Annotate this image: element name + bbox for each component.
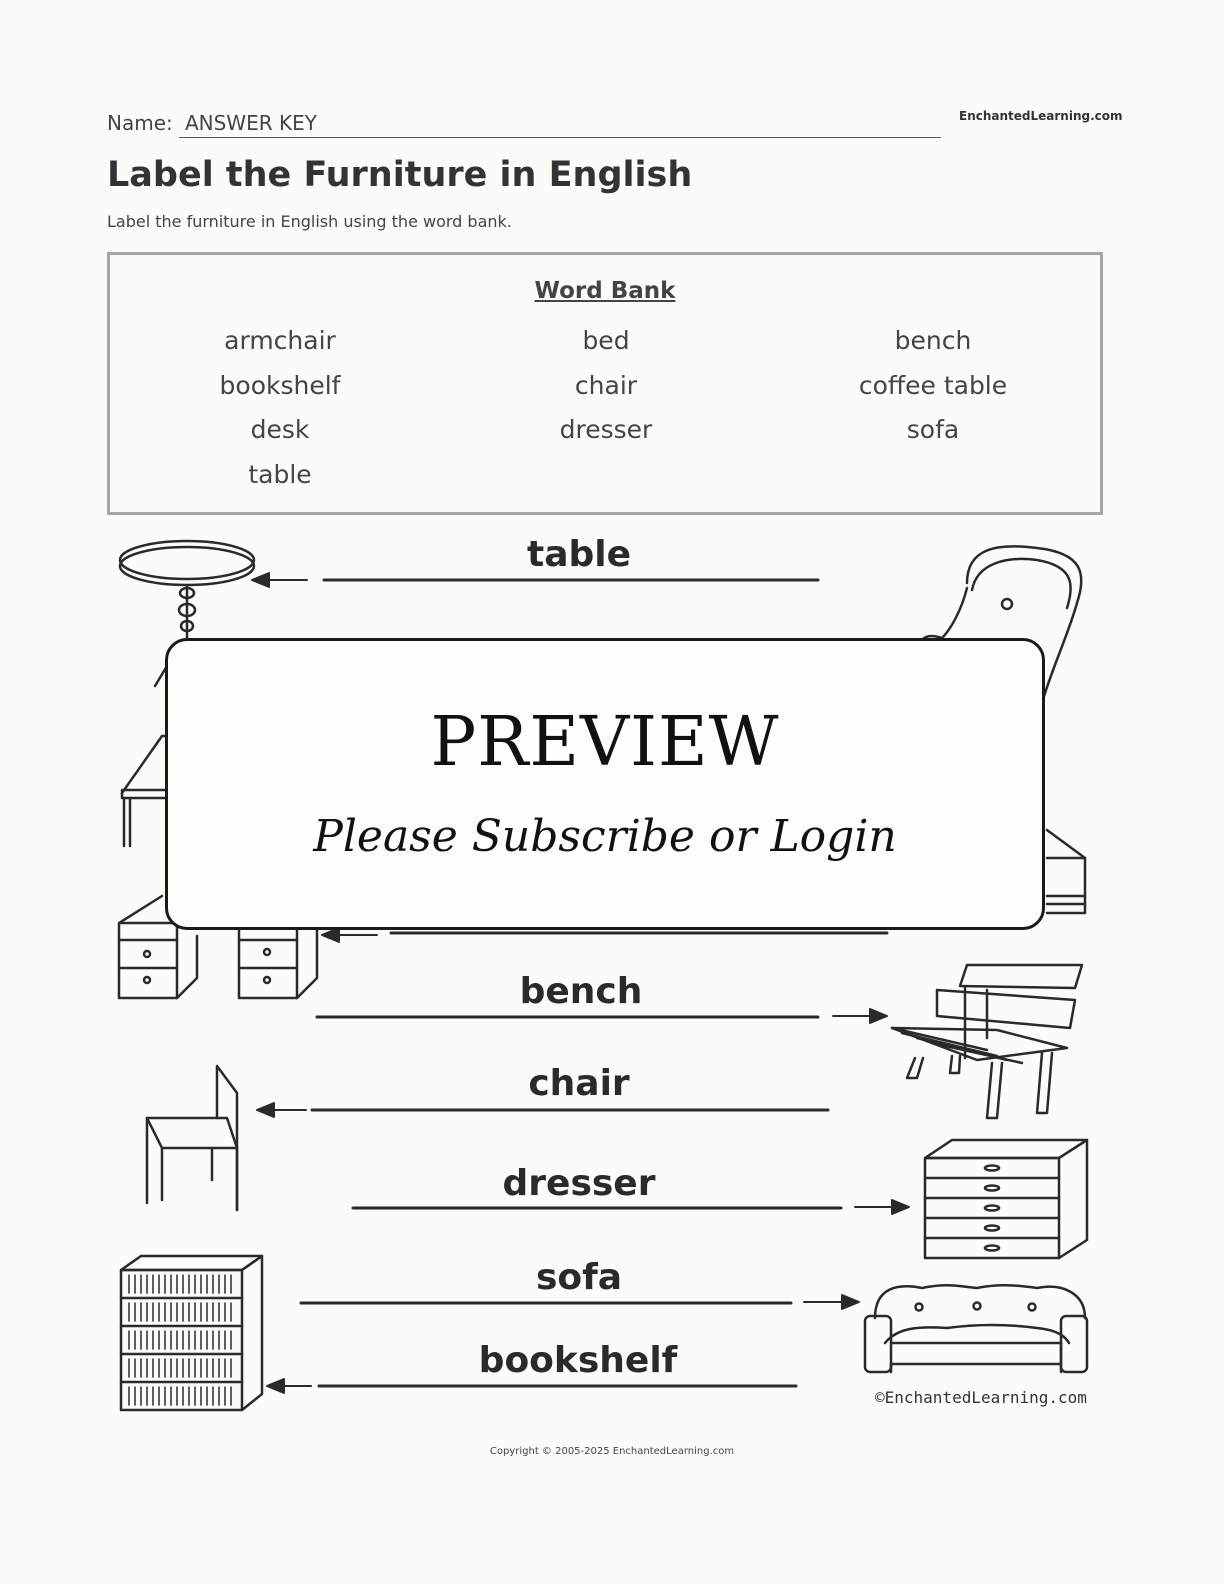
word-bank — [107, 252, 1103, 515]
word-bank-item: dresser — [559, 415, 653, 444]
sofa-icon — [865, 1285, 1087, 1372]
name-row — [107, 108, 941, 140]
word-bank-item: bed — [582, 326, 630, 355]
answer-bookshelf: bookshelf — [478, 1340, 678, 1381]
word-bank-item: coffee table — [858, 370, 1008, 400]
answer-dresser: dresser — [502, 1163, 656, 1204]
word-bank-item: bench — [894, 326, 972, 355]
word-bank-item: chair — [574, 370, 638, 400]
word-bank-item: bookshelf — [219, 370, 341, 400]
dresser-icon — [925, 1140, 1087, 1258]
preview-overlay[interactable] — [165, 638, 1045, 930]
preview-title: PREVIEW — [430, 703, 780, 782]
word-bank-grid — [110, 319, 1100, 497]
instructions: Label the furniture in English using the word bank. — [107, 212, 512, 231]
name-field[interactable]: ANSWER KEY — [185, 111, 317, 135]
word-bank-item: sofa — [906, 415, 960, 444]
image-copyright: ©EnchantedLearning.com — [875, 1388, 1087, 1407]
page-title: Label the Furniture in English — [107, 155, 693, 195]
word-bank-item: armchair — [224, 326, 336, 355]
answer-sofa: sofa — [535, 1257, 623, 1298]
footer-copyright: Copyright © 2005-2025 EnchantedLearning.com — [489, 1446, 735, 1457]
name-label: Name: — [107, 111, 173, 135]
name-underline — [179, 137, 941, 138]
answer-bench: bench — [519, 971, 643, 1012]
answer-table: table — [526, 534, 632, 575]
chair-icon — [147, 1066, 237, 1210]
word-bank-item: table — [248, 459, 312, 489]
word-bank-item: desk — [250, 415, 310, 444]
bed-icon — [1047, 830, 1085, 913]
subscribe-login-prompt[interactable]: Please Subscribe or Login — [313, 811, 897, 862]
bookshelf-icon — [121, 1256, 262, 1410]
site-logo[interactable]: EnchantedLearning.com — [959, 109, 1123, 123]
answer-chair: chair — [528, 1063, 630, 1104]
bench-icon — [892, 965, 1082, 1118]
word-bank-heading: Word Bank — [534, 278, 676, 304]
